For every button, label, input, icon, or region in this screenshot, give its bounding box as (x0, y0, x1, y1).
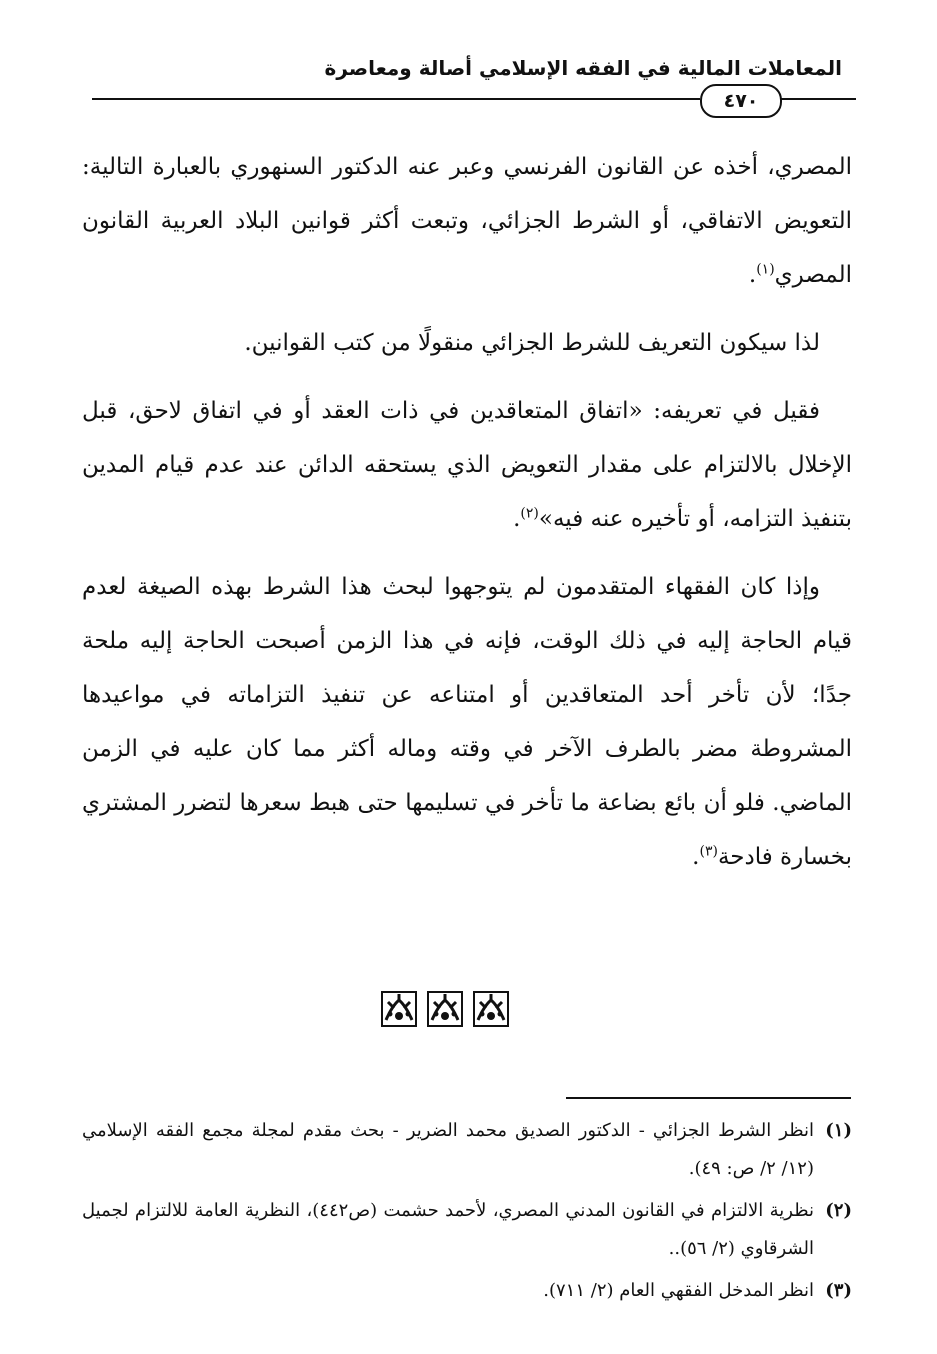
footnote (82, 1112, 852, 1188)
footnote-ref-2: (٢) (520, 505, 539, 522)
floral-ornament-icon (426, 990, 464, 1028)
footnote-text: انظر الشرط الجزائي - الدكتور الصديق محمد الضرير - بحث مقدم لمجلة مجمع الفقه الإسلامي (١٢/ ٢/ ص: ٤٩). (82, 1120, 814, 1179)
section-ornament (380, 990, 510, 1030)
footnote-number: (٣) (825, 1280, 852, 1301)
running-header (92, 52, 852, 84)
paragraph-3 (82, 384, 852, 546)
paragraph-1 (82, 140, 852, 302)
footnote-ref-3: (٣) (699, 843, 718, 860)
footnotes (82, 1112, 852, 1314)
paragraph-4-text: وإذا كان الفقهاء المتقدمون لم يتوجهوا لبحث هذا الشرط بهذه الصيغة لعدم قيام الحاجة إليه في ذلك الوقت، فإنه في هذا الزمن أصبحت الحاجة إليه ملحة جدًا؛ لأن تأخر أحد المتعاقدين أو امتناعه عن تنفيذ التزاماته في مواعيدها المشروطة مضر بالطرف الآخر في وقته وماله أكثر مما كان عليه في الزمن الماضي. فلو أن بائع بضاعة ما تأخر في تسليمها حتى هبط سعرها لتضرر المشتري بخسارة فادحة (82, 574, 852, 870)
footnote-number: (٢) (825, 1200, 852, 1221)
paragraph-4 (82, 560, 852, 884)
footnote (82, 1272, 852, 1310)
footnote-number: (١) (825, 1120, 852, 1141)
floral-ornament-icon (380, 990, 418, 1028)
floral-ornament-icon (472, 990, 510, 1028)
header-title: المعاملات المالية في الفقه الإسلامي أصالة ومعاصرة (324, 56, 842, 80)
paragraph-3-text: فقيل في تعريفه: «اتفاق المتعاقدين في ذات العقد أو في اتفاق لاحق، قبل الإخلال بالالتزام على مقدار التعويض الذي يستحقه الدائن عند عدم قيام المدين بتنفيذ التزامه، أو تأخيره عنه فيه» (82, 398, 852, 532)
main-text (82, 140, 852, 898)
paragraph-2: لذا سيكون التعريف للشرط الجزائي منقولًا من كتب القوانين. (244, 330, 820, 356)
footnote-separator (566, 1097, 851, 1099)
footnote-text: نظرية الالتزام في القانون المدني المصري، لأحمد حشمت (ص٤٤٢)، النظرية العامة للالتزام لجميل الشرقاوي (٢/ ٥٦).. (82, 1200, 815, 1259)
footnote-text: انظر المدخل الفقهي العام (٢/ ٧١١). (543, 1280, 814, 1301)
header-rule-right (778, 98, 856, 100)
footnote-ref-1: (١) (756, 261, 775, 278)
paragraph-1-text: المصري، أخذه عن القانون الفرنسي وعبر عنه الدكتور السنهوري بالعبارة التالية: التعويض الاتفاقي، أو الشرط الجزائي، وتبعت أكثر قوانين البلاد العربية القانون المصري (82, 154, 852, 288)
paragraph-4-period: . (692, 844, 700, 870)
paragraph-1-period: . (748, 262, 757, 288)
page-number: ٤٧٠ (700, 84, 782, 118)
footnote (82, 1192, 852, 1268)
paragraph-3-period: . (513, 506, 521, 532)
header-rule-left (92, 98, 700, 100)
